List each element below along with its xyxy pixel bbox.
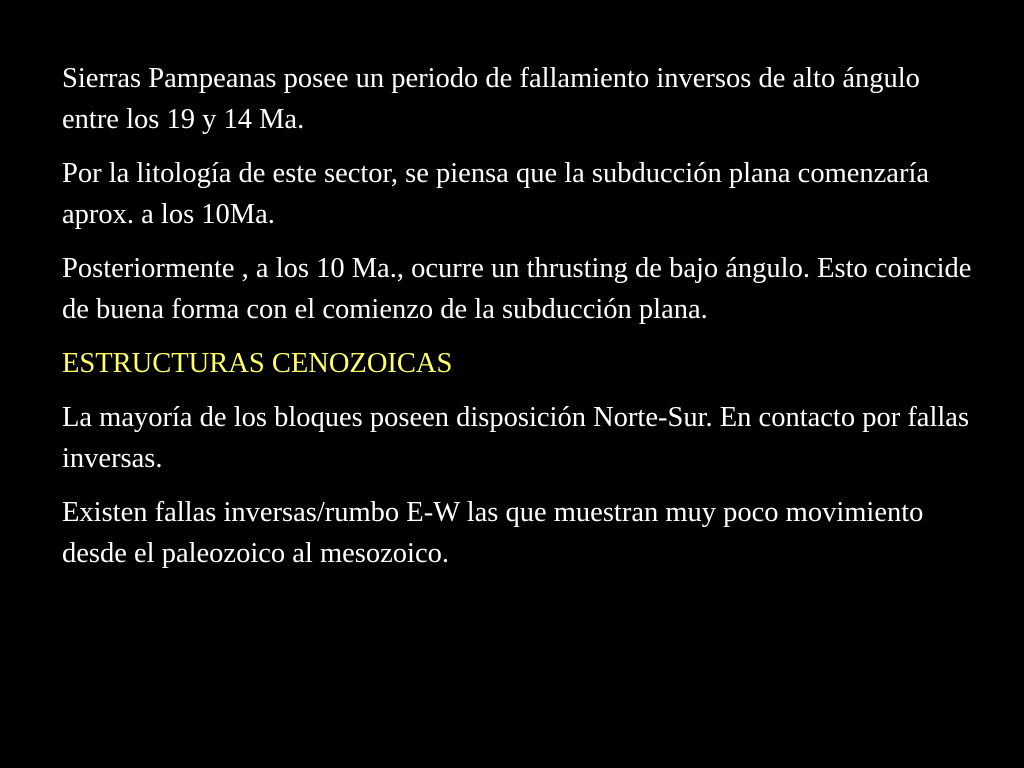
paragraph-bloques: La mayoría de los bloques poseen disposición Norte-Sur. En contacto por fallas inversas.: [62, 402, 970, 474]
paragraph-sierras-pampeanas: Sierras Pampeanas posee un periodo de fallamiento inversos de alto ángulo entre los 19 y 14 Ma.: [62, 63, 920, 135]
paragraph-fallas-inversas: Existen fallas inversas/rumbo E-W las que muestran muy poco movimiento desde el paleozoico al mesozoico.: [62, 497, 924, 569]
paragraph-posteriormente: Posteriormente , a los 10 Ma., ocurre un thrusting de bajo ángulo. Esto coincide de buena forma con el comienzo de la subducción plana.: [62, 253, 972, 325]
section-heading-estructuras-cenozoicas: ESTRUCTURAS CENOZOICAS: [62, 348, 453, 379]
paragraph-litologia: Por la litología de este sector, se piensa que la subducción plana comenzaría aprox. a los 10Ma.: [62, 158, 930, 230]
slide-body: [62, 58, 982, 587]
